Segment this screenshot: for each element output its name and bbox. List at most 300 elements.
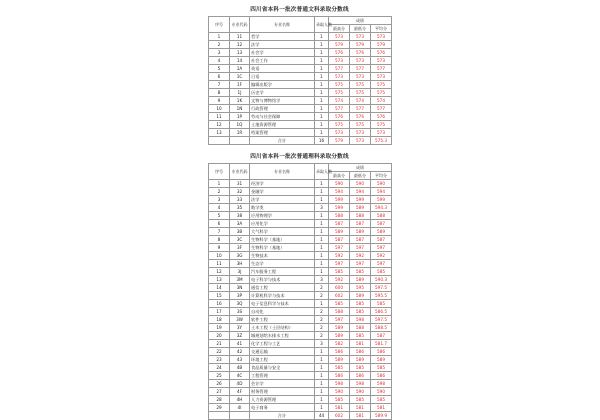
row-min: 577 <box>350 105 371 113</box>
row-count: 1 <box>315 65 329 73</box>
row-code: 1R <box>230 129 250 137</box>
row-max: 585 <box>329 396 350 404</box>
table-row <box>209 204 392 212</box>
table-row <box>209 105 392 113</box>
row-name: 生态学 <box>250 260 315 268</box>
row-seq: 20 <box>209 332 230 340</box>
row-code: 43 <box>230 356 250 364</box>
table-row <box>209 316 392 324</box>
row-max: 573 <box>329 57 350 65</box>
total-count: 44 <box>315 412 329 420</box>
table-row <box>209 228 392 236</box>
row-code: 1A <box>230 65 250 73</box>
row-seq: 5 <box>209 212 230 220</box>
row-min: 586 <box>350 348 371 356</box>
row-avg: 587 <box>371 332 392 340</box>
row-seq: 13 <box>209 129 230 137</box>
row-seq: 10 <box>209 252 230 260</box>
th-avg: 平均分 <box>371 25 392 33</box>
row-seq: 12 <box>209 268 230 276</box>
row-count: 3 <box>315 276 329 284</box>
row-avg: 592 <box>371 252 392 260</box>
table-row <box>209 129 392 137</box>
total-count: 16 <box>315 137 329 145</box>
row-seq: 6 <box>209 73 230 81</box>
row-max: 590 <box>329 388 350 396</box>
row-avg: 597 <box>371 260 392 268</box>
th-max: 最高分 <box>329 25 350 33</box>
row-count: 1 <box>315 180 329 188</box>
row-name: 英语 <box>250 65 315 73</box>
row-code: 3S <box>230 308 250 316</box>
row-seq: 6 <box>209 220 230 228</box>
row-name: 应用物理学 <box>250 212 315 220</box>
row-max: 589 <box>329 228 350 236</box>
row-code: 1P <box>230 113 250 121</box>
row-avg: 585 <box>371 364 392 372</box>
row-avg: 594 <box>371 188 392 196</box>
row-seq: 14 <box>209 284 230 292</box>
row-min: 598 <box>350 380 371 388</box>
table-row <box>209 292 392 300</box>
row-max: 574 <box>329 97 350 105</box>
row-min: 577 <box>350 65 371 73</box>
row-max: 579 <box>329 41 350 49</box>
row-max: 573 <box>329 129 350 137</box>
row-seq: 25 <box>209 372 230 380</box>
row-code: 33 <box>230 196 250 204</box>
row-min: 589 <box>350 276 371 284</box>
row-avg: 594.3 <box>371 204 392 212</box>
row-avg: 576 <box>371 113 392 121</box>
row-avg: 575 <box>371 81 392 89</box>
row-code: 42 <box>230 348 250 356</box>
row-name: 生物科学（基地） <box>250 236 315 244</box>
row-seq: 4 <box>209 204 230 212</box>
row-seq: 24 <box>209 364 230 372</box>
row-max: 577 <box>329 65 350 73</box>
row-max: 588 <box>329 308 350 316</box>
row-min: 581 <box>350 404 371 412</box>
row-count: 1 <box>315 49 329 57</box>
row-min: 573 <box>350 73 371 81</box>
row-seq: 13 <box>209 276 230 284</box>
row-seq: 2 <box>209 41 230 49</box>
th-min: 最低分 <box>350 25 371 33</box>
row-code: 4F <box>230 388 250 396</box>
row-min: 589 <box>350 356 371 364</box>
table-row <box>209 340 392 348</box>
row-max: 600 <box>329 284 350 292</box>
table-row <box>209 260 392 268</box>
row-code: 31 <box>230 180 250 188</box>
row-max: 575 <box>329 81 350 89</box>
row-max: 590 <box>329 180 350 188</box>
row-max: 592 <box>329 252 350 260</box>
row-seq <box>209 412 230 420</box>
row-code <box>230 137 250 145</box>
row-count: 1 <box>315 41 329 49</box>
row-avg: 577 <box>371 65 392 73</box>
row-count: 1 <box>315 196 329 204</box>
row-code: 38 <box>230 212 250 220</box>
row-name: 自动化 <box>250 308 315 316</box>
table2-title: 四川省本科一批次普通理科录取分数线 <box>250 154 349 160</box>
th-code: 专业代码 <box>230 17 250 33</box>
th-seq: 序号 <box>209 17 230 33</box>
th-major: 专业名称 <box>250 164 315 180</box>
row-code: 3H <box>230 260 250 268</box>
row-min: 590 <box>350 388 371 396</box>
row-code: 3N <box>230 284 250 292</box>
row-seq: 2 <box>209 188 230 196</box>
table-row <box>209 244 392 252</box>
row-min: 589 <box>350 292 371 300</box>
table-total-row <box>209 137 392 145</box>
row-count: 1 <box>315 356 329 364</box>
table2 <box>208 163 392 420</box>
row-count: 3 <box>315 340 329 348</box>
row-avg: 586 <box>371 348 392 356</box>
table-row <box>209 57 392 65</box>
row-count: 1 <box>315 57 329 65</box>
row-name: 大气科学 <box>250 228 315 236</box>
row-min: 585 <box>350 308 371 316</box>
row-min: 575 <box>350 81 371 89</box>
row-avg: 581 <box>371 404 392 412</box>
row-name: 文物与博物馆学 <box>250 97 315 105</box>
th-code: 专业代码 <box>230 164 250 180</box>
row-min: 595 <box>350 284 371 292</box>
row-avg: 589 <box>371 356 392 364</box>
row-min: 576 <box>350 113 371 121</box>
row-max: 589 <box>329 356 350 364</box>
th-major: 专业名称 <box>250 17 315 33</box>
row-seq: 1 <box>209 180 230 188</box>
row-count: 1 <box>315 364 329 372</box>
row-name: 软件工程 <box>250 316 315 324</box>
row-count: 1 <box>315 396 329 404</box>
row-code: 3P <box>230 292 250 300</box>
row-name: 电子科学与技术 <box>250 276 315 284</box>
row-name: 档案管理 <box>250 129 315 137</box>
row-avg: 587 <box>371 236 392 244</box>
row-min: 575 <box>350 89 371 97</box>
row-seq: 11 <box>209 260 230 268</box>
row-min: 588 <box>350 212 371 220</box>
table-row <box>209 97 392 105</box>
table-row <box>209 41 392 49</box>
row-name: 环境工程 <box>250 356 315 364</box>
row-seq: 18 <box>209 316 230 324</box>
row-min: 585 <box>350 268 371 276</box>
row-avg: 595.5 <box>371 292 392 300</box>
row-max: 586 <box>329 348 350 356</box>
row-max: 599 <box>329 204 350 212</box>
row-name: 土木工程（土层结构） <box>250 324 315 332</box>
row-min: 586 <box>350 372 371 380</box>
table2-body <box>209 180 392 420</box>
row-seq <box>209 137 230 145</box>
row-count: 3 <box>315 204 329 212</box>
row-avg: 597.5 <box>371 284 392 292</box>
row-avg: 579 <box>371 41 392 49</box>
table1 <box>208 16 392 145</box>
row-code: 14 <box>230 57 250 65</box>
table-total-row <box>209 412 392 420</box>
row-count: 1 <box>315 388 329 396</box>
row-avg: 597 <box>371 244 392 252</box>
table-row <box>209 236 392 244</box>
row-name: 生物科学（基地） <box>250 244 315 252</box>
table2-header-row <box>209 164 392 172</box>
row-max: 597 <box>329 316 350 324</box>
row-count: 1 <box>315 188 329 196</box>
row-count: 1 <box>315 81 329 89</box>
th-avg: 平均分 <box>371 172 392 180</box>
row-max: 589 <box>329 332 350 340</box>
row-name: 编辑出版学 <box>250 81 315 89</box>
row-max: 576 <box>329 49 350 57</box>
row-min: 573 <box>350 33 371 41</box>
row-max: 598 <box>329 380 350 388</box>
total-label: 合计 <box>250 412 315 420</box>
row-name: 劳动与社会保障 <box>250 113 315 121</box>
row-max: 577 <box>329 105 350 113</box>
table-row <box>209 65 392 73</box>
row-min: 590 <box>350 180 371 188</box>
row-max: 585 <box>329 364 350 372</box>
row-min: 588 <box>350 324 371 332</box>
table-row <box>209 276 392 284</box>
row-code: 4C <box>230 372 250 380</box>
row-seq: 7 <box>209 81 230 89</box>
row-name: 计算机科学与技术 <box>250 292 315 300</box>
row-avg: 598 <box>371 380 392 388</box>
row-name: 应用化学 <box>250 220 315 228</box>
row-min: 585 <box>350 300 371 308</box>
row-name: 历史学 <box>250 89 315 97</box>
row-max: 602 <box>329 292 350 300</box>
table1-body <box>209 33 392 145</box>
row-max: 576 <box>329 113 350 121</box>
row-count: 1 <box>315 268 329 276</box>
row-avg: 586 <box>371 372 392 380</box>
row-seq: 10 <box>209 105 230 113</box>
row-count: 2 <box>315 324 329 332</box>
row-avg: 590.3 <box>371 276 392 284</box>
row-avg: 588 <box>371 212 392 220</box>
row-code: 41 <box>230 340 250 348</box>
table1-header-row <box>209 17 392 25</box>
table-row <box>209 404 392 412</box>
row-count: 1 <box>315 260 329 268</box>
row-name: 食品质量与安全 <box>250 364 315 372</box>
table-row <box>209 212 392 220</box>
table-row <box>209 89 392 97</box>
row-seq: 5 <box>209 65 230 73</box>
row-count: 2 <box>315 308 329 316</box>
table-row <box>209 73 392 81</box>
row-max: 587 <box>329 220 350 228</box>
row-name: 社会工作 <box>250 57 315 65</box>
row-count: 1 <box>315 252 329 260</box>
row-seq: 22 <box>209 348 230 356</box>
row-avg: 581.7 <box>371 340 392 348</box>
row-name: 金融学 <box>250 188 315 196</box>
row-min: 585 <box>350 396 371 404</box>
row-avg: 589 <box>371 228 392 236</box>
row-max: 581 <box>329 404 350 412</box>
row-min: 597 <box>350 260 371 268</box>
row-max: 589 <box>329 324 350 332</box>
row-seq: 27 <box>209 388 230 396</box>
row-code: 3M <box>230 276 250 284</box>
row-min: 575 <box>350 121 371 129</box>
row-min: 599 <box>350 196 371 204</box>
row-min: 592 <box>350 252 371 260</box>
row-code: 1J <box>230 89 250 97</box>
row-min: 581 <box>350 340 371 348</box>
row-code <box>230 412 250 420</box>
row-max: 585 <box>329 268 350 276</box>
row-max: 592 <box>329 276 350 284</box>
row-seq: 8 <box>209 89 230 97</box>
row-name: 化学工程与工艺 <box>250 340 315 348</box>
row-code: 11 <box>230 33 250 41</box>
row-code: 1C <box>230 73 250 81</box>
row-min: 573 <box>350 57 371 65</box>
th-enrolled: 录取人数 <box>315 164 329 180</box>
row-code: 3F <box>230 244 250 252</box>
row-name: 人力资源管理 <box>250 396 315 404</box>
row-seq: 3 <box>209 49 230 57</box>
table-row <box>209 81 392 89</box>
row-avg: 590 <box>371 388 392 396</box>
row-max: 597 <box>329 244 350 252</box>
row-max: 582 <box>329 340 350 348</box>
table-row <box>209 332 392 340</box>
table-row <box>209 196 392 204</box>
row-seq: 28 <box>209 396 230 404</box>
row-max: 597 <box>329 260 350 268</box>
row-count: 1 <box>315 105 329 113</box>
row-code: 3Q <box>230 300 250 308</box>
table-row <box>209 388 392 396</box>
table-row <box>209 324 392 332</box>
row-avg: 588.5 <box>371 324 392 332</box>
row-min: 585 <box>350 332 371 340</box>
row-min: 576 <box>350 49 371 57</box>
table-row <box>209 268 392 276</box>
row-name: 通信工程 <box>250 284 315 292</box>
row-max: 599 <box>329 196 350 204</box>
row-count: 1 <box>315 73 329 81</box>
row-count: 1 <box>315 97 329 105</box>
row-code: 1K <box>230 97 250 105</box>
row-count: 2 <box>315 332 329 340</box>
row-name: 工程管理 <box>250 372 315 380</box>
row-min: 598 <box>350 316 371 324</box>
document <box>208 4 391 420</box>
row-max: 585 <box>329 300 350 308</box>
row-count: 1 <box>315 404 329 412</box>
row-seq: 1 <box>209 33 230 41</box>
row-avg: 575 <box>371 121 392 129</box>
row-name: 交通运输 <box>250 348 315 356</box>
table-row <box>209 348 392 356</box>
row-count: 1 <box>315 121 329 129</box>
row-code: 12 <box>230 41 250 49</box>
row-seq: 19 <box>209 324 230 332</box>
table-row <box>209 300 392 308</box>
row-seq: 17 <box>209 308 230 316</box>
row-name: 经济学 <box>250 180 315 188</box>
row-avg: 573 <box>371 33 392 41</box>
row-avg: 597.5 <box>371 316 392 324</box>
row-count: 1 <box>315 113 329 121</box>
table-row <box>209 380 392 388</box>
row-name: 生物技术 <box>250 252 315 260</box>
row-min: 597 <box>350 244 371 252</box>
row-count: 1 <box>315 89 329 97</box>
row-name: 电子商务 <box>250 404 315 412</box>
row-name: 会计学 <box>250 380 315 388</box>
row-count: 1 <box>315 372 329 380</box>
table-row <box>209 49 392 57</box>
row-seq: 29 <box>209 404 230 412</box>
row-code: 1F <box>230 81 250 89</box>
row-count: 2 <box>315 292 329 300</box>
table-row <box>209 252 392 260</box>
row-count: 2 <box>315 316 329 324</box>
row-seq: 23 <box>209 356 230 364</box>
th-max: 最高分 <box>329 172 350 180</box>
row-max: 586 <box>329 372 350 380</box>
table-row <box>209 372 392 380</box>
table-row <box>209 113 392 121</box>
row-seq: 12 <box>209 121 230 129</box>
row-avg: 590 <box>371 180 392 188</box>
row-max: 575 <box>329 89 350 97</box>
row-seq: 9 <box>209 244 230 252</box>
row-min: 594 <box>350 188 371 196</box>
row-name: 电子信息科学与技术 <box>250 300 315 308</box>
table-row <box>209 220 392 228</box>
row-name: 社会学 <box>250 49 315 57</box>
row-count: 1 <box>315 236 329 244</box>
row-avg: 573 <box>371 129 392 137</box>
row-min: 585 <box>350 364 371 372</box>
row-avg: 577 <box>371 105 392 113</box>
row-seq: 26 <box>209 380 230 388</box>
row-seq: 7 <box>209 228 230 236</box>
th-min: 最低分 <box>350 172 371 180</box>
row-avg: 586.5 <box>371 308 392 316</box>
row-name: 法学 <box>250 196 315 204</box>
row-name: 哲学 <box>250 33 315 41</box>
row-code: 1N <box>230 105 250 113</box>
th-enrolled: 录取人数 <box>315 17 329 33</box>
total-min: 581 <box>350 412 371 420</box>
total-max: 579 <box>329 137 350 145</box>
row-seq: 4 <box>209 57 230 65</box>
row-code: 3G <box>230 252 250 260</box>
row-code: 3W <box>230 316 250 324</box>
row-max: 573 <box>329 33 350 41</box>
table-row <box>209 308 392 316</box>
row-avg: 587 <box>371 220 392 228</box>
